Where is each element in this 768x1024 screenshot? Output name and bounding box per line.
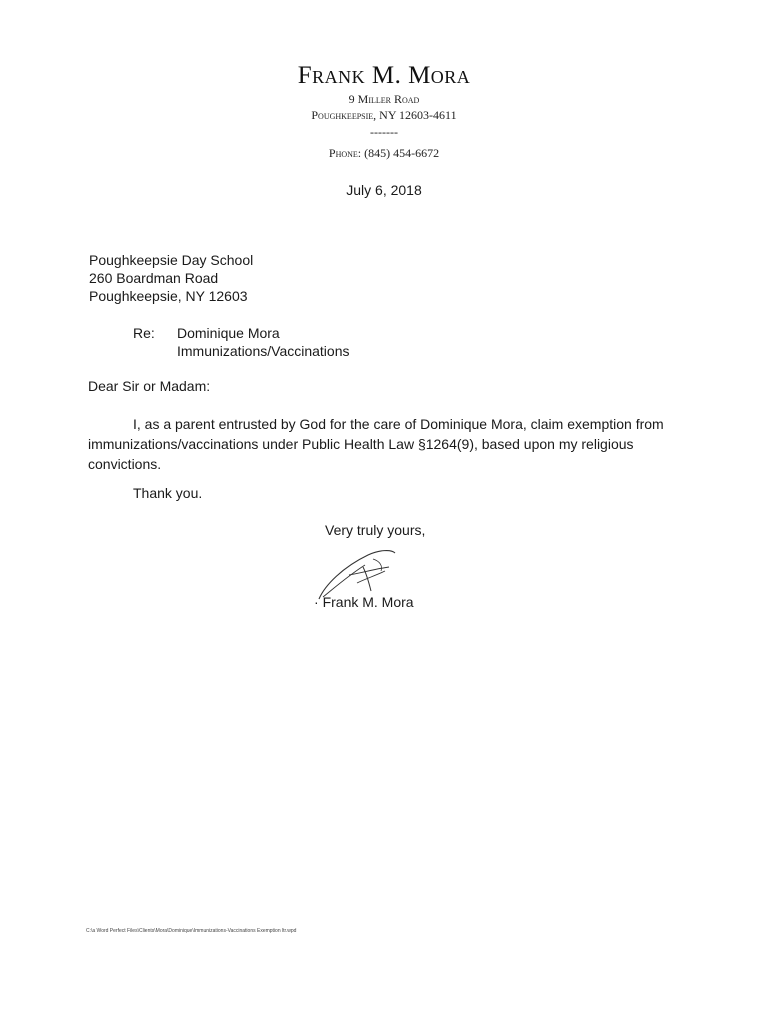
body-text: I, as a parent entrusted by God for the care of Dominique Mora, claim exemption from immunizations/vaccinations under Public Health Law §1264(9), based upon my religious convictions. [88, 416, 664, 472]
recipient-line2: 260 Boardman Road [89, 270, 219, 286]
letterhead-address-line2: Poughkeepsie, NY 12603-4611 [311, 108, 457, 122]
letterhead-separator: ------- [370, 125, 398, 139]
re-line1: Dominique Mora [177, 325, 280, 341]
letterhead-phone: Phone: (845) 454-6672 [328, 146, 440, 160]
body-paragraph [88, 414, 688, 474]
letterhead-name: Frank M. Mora [297, 62, 471, 89]
letterhead-address-line1: 9 Miller Road [348, 92, 420, 106]
re-line2: Immunizations/Vaccinations [177, 343, 350, 359]
footer-file-path: C:\a Word Perfect Files\Clients\Mora\Dominique\Immunizations-Vaccinations Exemption ltr.wpd [86, 928, 297, 934]
recipient-line3: Poughkeepsie, NY 12603 [89, 288, 248, 304]
closing: Very truly yours, [325, 522, 426, 538]
thanks-line: Thank you. [133, 485, 203, 501]
recipient-line1: Poughkeepsie Day School [89, 252, 254, 268]
re-label: Re: [133, 325, 155, 341]
signer-name: Frank M. Mora [322, 594, 414, 610]
signer-line: · Frank M. Mora [314, 594, 414, 610]
salutation: Dear Sir or Madam: [88, 378, 211, 394]
letter-date: July 6, 2018 [346, 182, 422, 198]
